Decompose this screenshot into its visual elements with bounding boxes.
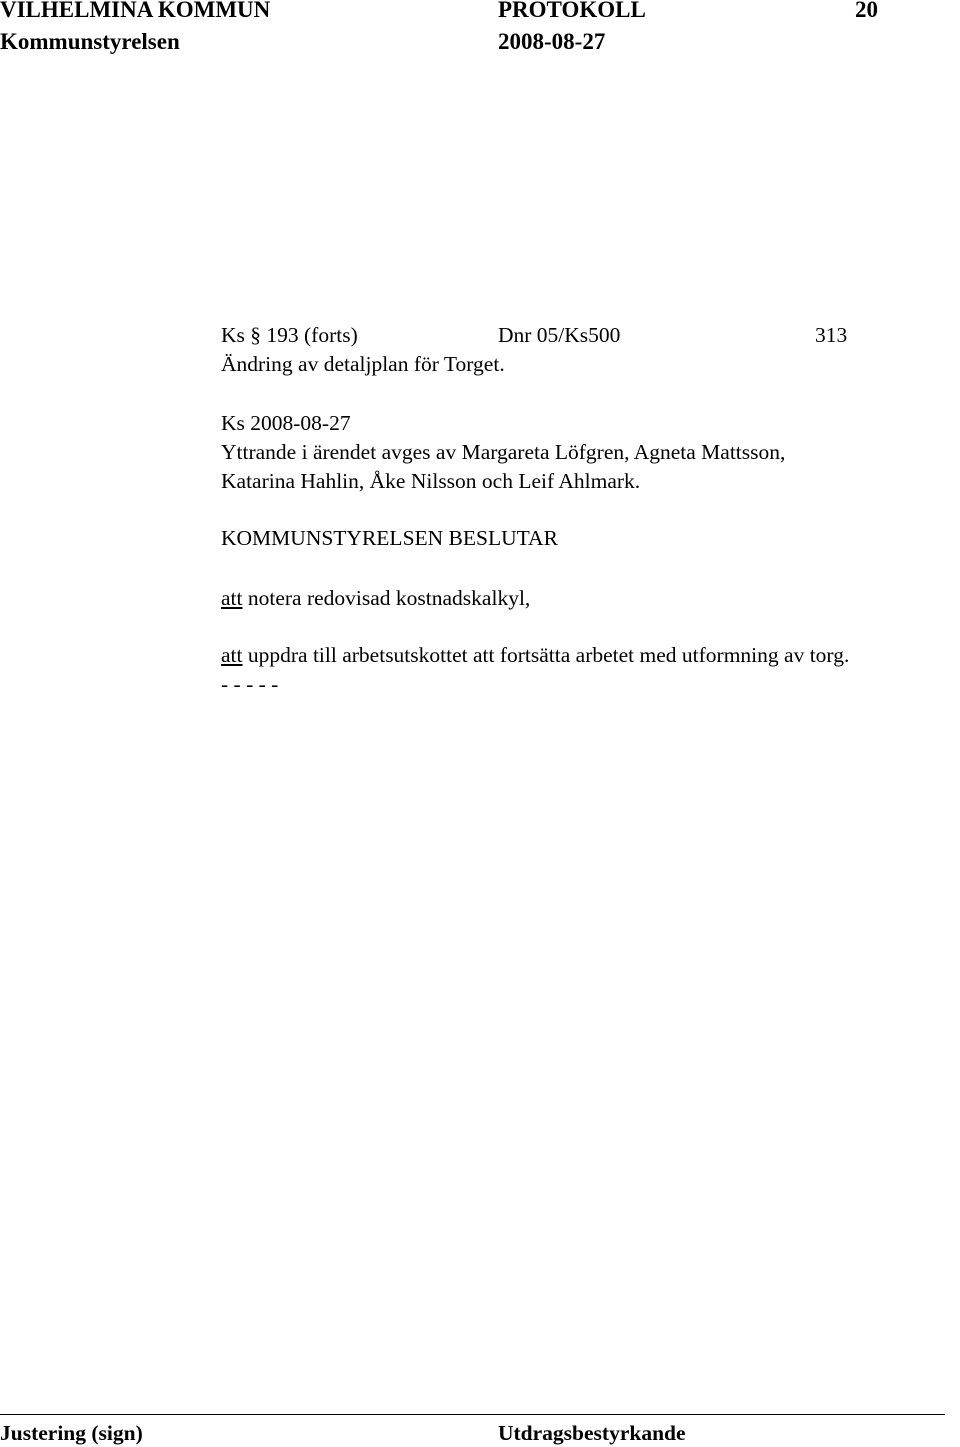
municipality-name: VILHELMINA KOMMUN: [0, 0, 271, 22]
certification-label: Utdragsbestyrkande: [498, 1421, 686, 1445]
decision-keyword: att: [221, 586, 243, 610]
decision-text: uppdra till arbetsutskottet att fortsätta arbetet med utformning av torg.: [242, 643, 850, 667]
meeting-reference: Ks 2008-08-27: [221, 411, 351, 435]
section-title: Ändring av detaljplan för Torget.: [221, 352, 505, 376]
decision-item: [221, 643, 849, 667]
statement-line-2: Katarina Hahlin, Åke Nilsson och Leif Ahlmark.: [221, 469, 641, 493]
page-number: 20: [855, 0, 878, 22]
decision-heading: KOMMUNSTYRELSEN BESLUTAR: [221, 526, 558, 550]
statement-line-1: Yttrande i ärendet avges av Margareta Löfgren, Agneta Mattsson,: [221, 440, 786, 464]
archive-code: 313: [815, 323, 848, 347]
decision-keyword: att: [221, 643, 243, 667]
footer-divider: [0, 1414, 945, 1415]
diary-number: Dnr 05/Ks500: [498, 323, 621, 347]
paragraph-reference: Ks § 193 (forts): [221, 323, 358, 347]
committee-name: Kommunstyrelsen: [0, 29, 180, 54]
end-marker: - - - - -: [221, 672, 279, 696]
decision-text: notera redovisad kostnadskalkyl,: [242, 586, 531, 610]
justification-label: Justering (sign): [0, 1421, 143, 1445]
decision-item: [221, 586, 530, 610]
document-type: PROTOKOLL: [498, 0, 646, 22]
header-date: 2008-08-27: [498, 29, 606, 54]
